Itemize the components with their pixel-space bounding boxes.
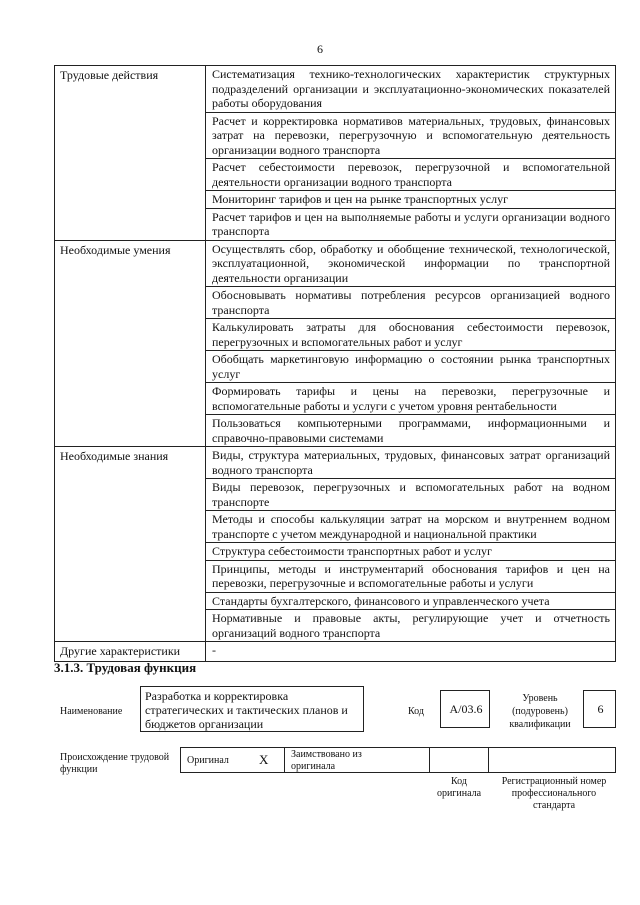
labor-function-table bbox=[54, 65, 616, 662]
page-number: 6 bbox=[317, 42, 323, 56]
list-item: Методы и способы калькуляции затрат на морском и внутреннем водном транспорте с учетом международной и национальной практики bbox=[206, 511, 615, 543]
list-item: Виды перевозок, перегрузочных и вспомогательных работ на водном транспорте bbox=[206, 479, 615, 511]
borrowed-cell bbox=[284, 747, 430, 773]
original-mark: X bbox=[259, 752, 269, 767]
level-label: Уровень (подуровень) квалификации bbox=[509, 693, 571, 730]
section-title: 3.1.3. Трудовая функция bbox=[54, 660, 197, 675]
list-item: Калькулировать затраты для обоснования себестоимости перевозок, перегрузочных и вспомогательных работ и услуг bbox=[206, 319, 615, 351]
reg-number-label: Регистрационный номер профессионального стандарта bbox=[501, 776, 607, 811]
list-item: Расчет и корректировка нормативов материальных, трудовых, финансовых затрат на перевозки, перегрузочную и вспомогательную деятельность организации водного транспорта bbox=[206, 113, 615, 160]
list-item: Расчет тарифов и цен на выполняемые работы и услуги организации водного транспорта bbox=[212, 209, 610, 238]
list-item: Виды, структура материальных, трудовых, финансовых затрат организаций водного транспорта bbox=[206, 447, 615, 479]
row-items-actions bbox=[206, 66, 616, 241]
list-item: Обобщать маркетинговую информацию о состоянии рынка транспортных услуг bbox=[206, 351, 615, 383]
list-item: Принципы, методы и инструментарий обоснования тарифов и цен на перевозки, перегрузочные и вспомогательные работы и услуги bbox=[206, 561, 615, 593]
list-item: Структура себестоимости транспортных работ и услуг bbox=[206, 543, 615, 561]
list-item: Систематизация технико-технологических характеристик структурных подразделений организации и эксплуатационно-экономических показателей работы оборудования bbox=[206, 66, 615, 113]
list-item: - bbox=[212, 643, 216, 657]
row-items-skills bbox=[206, 240, 616, 447]
origin-label: Происхождение трудовой функции bbox=[60, 752, 170, 775]
row-items-knowledge bbox=[206, 447, 616, 642]
code-label: Код bbox=[408, 706, 424, 717]
list-item: Стандарты бухгалтерского, финансового и управленческого учета bbox=[206, 593, 615, 611]
list-item: Расчет себестоимости перевозок, перегрузочной и вспомогательной деятельности организации водного транспорта bbox=[206, 159, 615, 191]
row-label-other: Другие характеристики bbox=[55, 642, 206, 662]
name-box bbox=[140, 686, 364, 732]
name-value: Разработка и корректировка стратегических и тактических планов и бюджетов организации bbox=[145, 689, 348, 731]
row-label-skills: Необходимые умения bbox=[55, 240, 206, 447]
list-item: Осуществлять сбор, обработку и обобщение технической, технологической, эксплуатационной, экономической информации по транспортной деятельности организации bbox=[206, 241, 615, 288]
name-label: Наименование bbox=[60, 706, 123, 717]
row-items-other bbox=[206, 642, 616, 662]
reg-number-cell bbox=[488, 747, 616, 773]
list-item: Обосновывать нормативы потребления ресурсов организацией водного транспорта bbox=[206, 287, 615, 319]
list-item: Формировать тарифы и цены на перевозки, перегрузочные и вспомогательные работы и услуги с учетом уровня рентабельности bbox=[206, 383, 615, 415]
code-original-label: Код оригинала bbox=[436, 776, 482, 799]
code-box bbox=[440, 690, 490, 728]
list-item: Нормативные и правовые акты, регулирующие учет и отчетность организаций водного транспорта bbox=[212, 611, 610, 640]
row-label-knowledge: Необходимые знания bbox=[55, 447, 206, 642]
table-row bbox=[55, 447, 616, 642]
code-original-cell bbox=[429, 747, 489, 773]
table-row bbox=[55, 240, 616, 447]
code-value: А/03.6 bbox=[449, 702, 483, 716]
original-label: Оригинал bbox=[187, 755, 229, 766]
row-label-actions: Трудовые действия bbox=[55, 66, 206, 241]
list-item: Пользоваться компьютерными программами, информационными и справочно-правовыми системами bbox=[212, 416, 610, 445]
list-item: Мониторинг тарифов и цен на рынке транспортных услуг bbox=[206, 191, 615, 209]
table-row bbox=[55, 66, 616, 241]
original-cell bbox=[180, 747, 285, 773]
level-value: 6 bbox=[597, 702, 604, 716]
level-box bbox=[583, 690, 616, 728]
table-row bbox=[55, 642, 616, 662]
borrowed-label: Заимствовано из оригинала bbox=[291, 749, 362, 772]
